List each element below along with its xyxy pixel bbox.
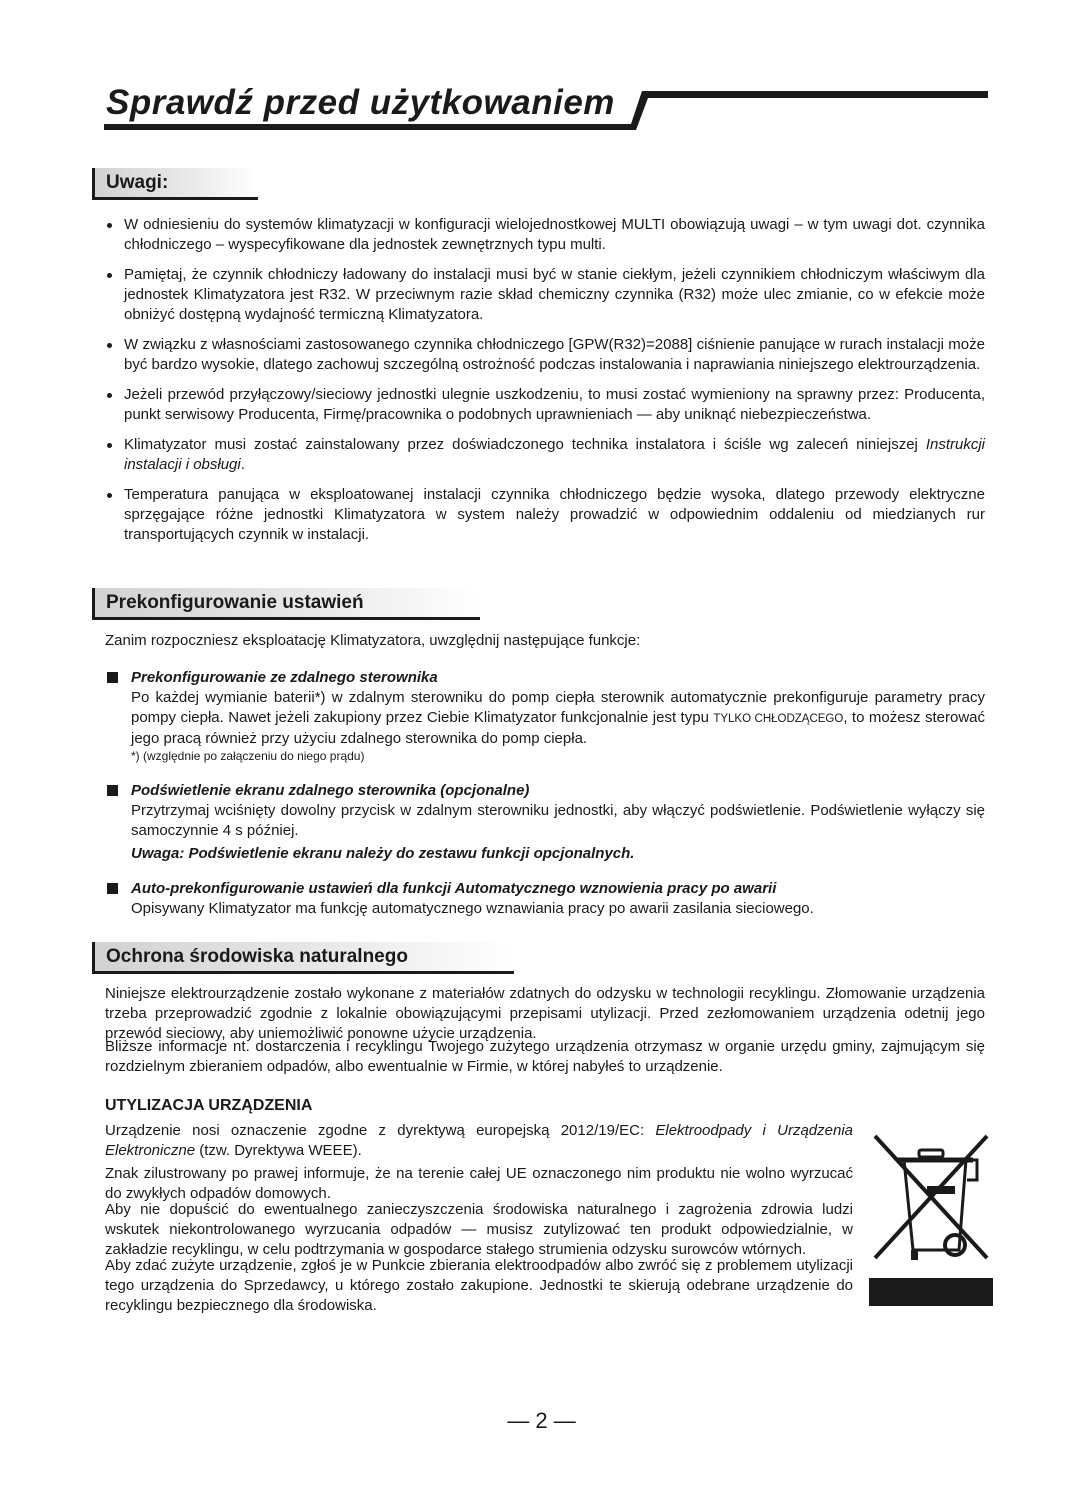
square-bullet-icon bbox=[107, 883, 118, 894]
disposal-para-1: Urządzenie nosi oznaczenie zgodne z dyrektywą europejską 2012/19/EC: Elektroodpady i Urządzenia Elektroniczne (tzw. Dyrektywa WEEE). bbox=[105, 1122, 853, 1159]
section-heading-preconfig bbox=[92, 588, 480, 620]
notes-list bbox=[105, 215, 985, 555]
disposal-para-2: Znak zilustrowany po prawej informuje, że na terenie całej UE oznaczonego nim produktu nie wolno wyrzucać do zwykłych odpadów domowych. bbox=[105, 1165, 853, 1202]
feature-body: Po każdej wymianie baterii*) w zdalnym sterowniku do pomp ciepła sterownik automatycznie prekonfiguruje parametry pracy pompy ciepła. Nawet jeżeli zakupiony przez Ciebie Klimatyzator funkcjonalnie jest typu TYLKO CHŁODZĄCEGO, to możesz sterować jego pracą również przy użyciu zdalnego sterownika do pomp ciepła. bbox=[131, 689, 985, 747]
page-title: Sprawdź przed użytkowaniem bbox=[106, 83, 615, 122]
disposal-heading: UTYLIZACJA URZĄDZENIA bbox=[105, 1097, 313, 1114]
list-item: Pamiętaj, że czynnik chłodniczy ładowany do instalacji musi być w stanie ciekłym, jeżeli czynnikiem chłodniczym właściwym dla jednostek Klimatyzatora jest R32. W przeciwnym razie skład chemiczny czynnika (R32) może ulec zmianie, co w efekcie może obniżyć dostępną wydajność termiczną Klimatyzatora. bbox=[105, 265, 985, 325]
section-heading-preconfig-label: Prekonfigurowanie ustawień bbox=[106, 592, 364, 613]
list-item: W odniesieniu do systemów klimatyzacji w konfiguracji wielojednostkowej MULTI obowiązują uwagi – w tym uwagi dot. czynnika chłodniczego – wyspecyfikowane dla jednostek zewnętrznych typu multi. bbox=[105, 215, 985, 255]
feature-backlight bbox=[105, 781, 985, 841]
list-item: Klimatyzator musi zostać zainstalowany przez doświadczonego technika instalatora i ściśle wg zaleceń niniejszej Instrukcji instalacji i obsługi. bbox=[105, 435, 985, 475]
environment-para-1: Niniejsze elektrourządzenie zostało wykonane z materiałów zdatnych do odzysku w technologii recyklingu. Złomowanie urządzenia trzeba przeprowadzić zgodnie z lokalnie obowiązującymi przepisami utylizacji. Przed zezłomowaniem urządzenia odetnij jego przewód sieciowy, aby uniemożliwić ponowne użycie urządzenia. bbox=[105, 985, 985, 1042]
page-title-block bbox=[104, 80, 988, 136]
section-heading-notes bbox=[92, 168, 258, 200]
feature-title: Podświetlenie ekranu zdalnego sterownika (opcjonalne) bbox=[131, 782, 530, 799]
footnote: *) (względnie po załączeniu do niego prądu) bbox=[131, 749, 365, 763]
list-item: W związku z własnościami zastosowanego czynnika chłodniczego [GPW(R32)=2088] ciśnienie panujące w rurach instalacji może być bardzo wysokie, dlatego zachowuj szczególną ostrożność podczas instalowania i naprawiania niniejszego elektrourządzenia. bbox=[105, 335, 985, 375]
section-heading-environment bbox=[92, 942, 514, 974]
list-item: Temperatura panująca w eksploatowanej instalacji czynnika chłodniczego będzie wysoka, dlatego przewody elektryczne sprzęgające różne jednostki Klimatyzatora w system należy prowadzić w odpowiednim oddaleniu od miedzianych rur transportujących czynnik w instalacji. bbox=[105, 485, 985, 545]
list-item: Jeżeli przewód przyłączowy/sieciowy jednostki ulegnie uszkodzeniu, to musi zostać wymieniony na sprawny przez: Producenta, punkt serwisowy Producenta, Firmę/pracownika o podobnych uprawnieniach — aby uniknąć niebezpieczeństwa. bbox=[105, 385, 985, 425]
disposal-para-3: Aby nie dopuścić do ewentualnego zanieczyszczenia środowiska naturalnego i zagrożenia zdrowia ludzi wskutek niekontrolowanego wyrzucania odpadów — musisz zutylizować ten produkt odpowiedzialnie, w zakładzie recyklingu, w celu podtrzymania w gospodarce stałego strumienia odzysku surowców wtórnych. bbox=[105, 1201, 853, 1258]
square-bullet-icon bbox=[107, 785, 118, 796]
crossed-out-wheelie-bin-icon bbox=[869, 1130, 993, 1306]
feature-title: Auto-prekonfigurowanie ustawień dla funkcji Automatycznego wznowienia pracy po awarii bbox=[131, 880, 777, 897]
page-number: — 2 — bbox=[507, 1408, 576, 1433]
square-bullet-icon bbox=[107, 672, 118, 683]
feature-auto-restart bbox=[105, 879, 985, 919]
environment-para-2: Bliższe informacje nt. dostarczenia i recyklingu Twojego zużytego urządzenia otrzymasz w organie urzędu gminy, zajmującym się rozdzielnym zbieraniem odpadów, albo ewentualnie w Firmie, w której nabyłeś to urządzenie. bbox=[105, 1038, 985, 1075]
preconfig-intro: Zanim rozpoczniesz eksploatację Klimatyzatora, uwzględnij następujące funkcje: bbox=[105, 632, 641, 649]
disposal-para-4: Aby zdać zużyte urządzenie, zgłoś je w Punkcie zbierania elektroodpadów albo zwróć się z problemem utylizacji tego urządzenia do Sprzedawcy, u którego zostało zakupione. Jednostki te skierują odebrane urządzenie do recyklingu bezpiecznego dla środowiska. bbox=[105, 1257, 853, 1314]
backlight-warning: Uwaga: Podświetlenie ekranu należy do zestawu funkcji opcjonalnych. bbox=[131, 845, 635, 862]
section-heading-environment-label: Ochrona środowiska naturalnego bbox=[106, 946, 408, 967]
feature-body: Przytrzymaj wciśnięty dowolny przycisk w zdalnym sterowniku jednostki, aby włączyć podświetlenie. Podświetlenie wyłączy się samoczynnie 4 s później. bbox=[131, 802, 985, 839]
feature-title: Prekonfigurowanie ze zdalnego sterownika bbox=[131, 669, 438, 686]
feature-body: Opisywany Klimatyzator ma funkcję automatycznego wznawiania pracy po awarii zasilania sieciowego. bbox=[131, 900, 814, 917]
section-heading-notes-label: Uwagi: bbox=[106, 172, 169, 193]
